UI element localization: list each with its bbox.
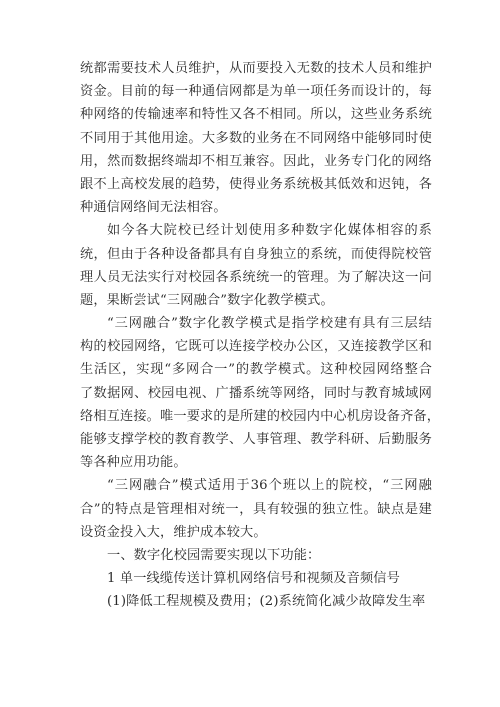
text-line: 理人员无法实行对校园各系统统一的管理。为了解决这一问 bbox=[80, 269, 432, 285]
text-line: 了数据网、校园电视、广播系统等网络，同时与教育城域网 bbox=[80, 385, 432, 401]
text-line: 合”的特点是管理相对统一，具有较强的独立性。缺点是建 bbox=[80, 501, 432, 517]
text-line: 种网络的传输速率和特性又各不相同。所以，这些业务系统 bbox=[80, 107, 432, 123]
text-line: 题，果断尝试“三网融合”数字化教学模式。 bbox=[80, 292, 334, 308]
text-line: 统都需要技术人员维护，从而要投入无数的技术人员和维护 bbox=[80, 61, 432, 76]
document-body bbox=[80, 57, 441, 614]
text-line: 统，但由于各种设备都具有自身独立的系统，而使得院校管 bbox=[80, 246, 432, 262]
text-line: 能够支撑学校的教育教学、人事管理、教学科研、后勤服务 bbox=[80, 432, 432, 447]
text-line: 用，然而数据终端却不相互兼容。因此，业务专门化的网络 bbox=[80, 153, 432, 169]
text-line: “三网融合”数字化教学模式是指学校建有具有三层结 bbox=[107, 316, 432, 332]
text-line: 设资金投入大，维护成本较大。 bbox=[80, 524, 267, 540]
text-line: 构的校园网络，它既可以连接学校办公区，又连接教学区和 bbox=[80, 339, 432, 355]
text-line: 等各种应用功能。 bbox=[80, 455, 187, 471]
text-line: 不同用于其他用途。大多数的业务在不同网络中能够同时使 bbox=[80, 130, 432, 146]
text-line: 种通信网络间无法相容。 bbox=[80, 200, 227, 216]
text-line: 一、数字化校园需要实现以下功能： bbox=[107, 547, 321, 563]
text-line: “三网融合”模式适用于36个班以上的院校，“三网融 bbox=[107, 478, 432, 494]
text-line: 跟不上高校发展的趋势，使得业务系统极其低效和迟钝，各 bbox=[80, 176, 432, 192]
text-line: 如今各大院校已经计划使用多种数字化媒体相容的系 bbox=[107, 223, 432, 239]
text-line: 络相互连接。唯一要求的是所建的校园内中心机房设备齐备， bbox=[80, 408, 441, 424]
text-line: 1 单一线缆传送计算机网络信号和视频及音频信号 bbox=[107, 571, 400, 587]
text-line: (1)降低工程规模及费用；(2)系统简化减少故障发生率 bbox=[107, 594, 426, 610]
text-line: 资金。目前的每一种通信网都是为单一项任务而设计的，每 bbox=[80, 84, 432, 100]
text-line: 生活区，实现“多网合一”的教学模式。这种校园网络整合 bbox=[80, 362, 432, 378]
